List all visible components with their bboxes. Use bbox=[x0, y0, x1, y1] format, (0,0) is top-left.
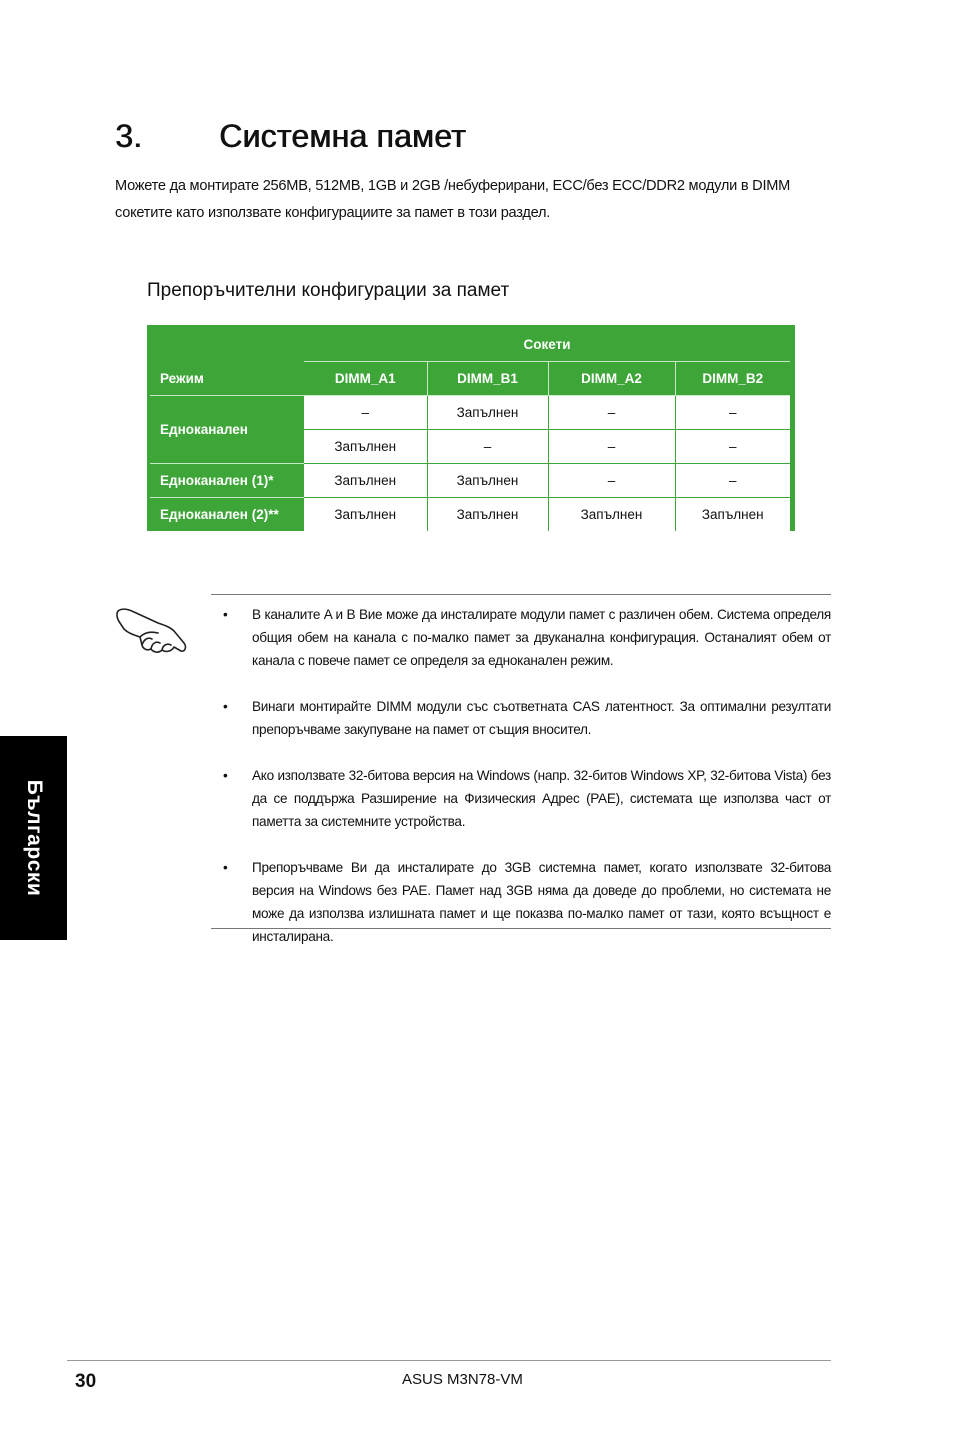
mode-header: Режим bbox=[150, 362, 304, 396]
table-cell: Запълнен bbox=[675, 498, 790, 532]
table-cell: – bbox=[675, 464, 790, 498]
table-cell: – bbox=[304, 396, 427, 430]
table-cell: Запълнен bbox=[427, 396, 548, 430]
table-row bbox=[150, 396, 790, 430]
notes-list bbox=[211, 603, 831, 971]
table-corner-cell bbox=[150, 328, 304, 362]
table-cell: Запълнен bbox=[304, 498, 427, 532]
column-header-dimm-b1: DIMM_B1 bbox=[427, 362, 548, 396]
table-cell: Запълнен bbox=[304, 464, 427, 498]
bullet: • bbox=[223, 768, 228, 783]
note-text: Винаги монтирайте DIMM модули със съответната CAS латентност. За оптимални резултати препоръчваме закупуване на памет от същия вносител. bbox=[252, 699, 831, 737]
bullet: • bbox=[223, 699, 228, 714]
language-label: Български bbox=[22, 779, 46, 897]
table-cell: – bbox=[548, 430, 675, 464]
table-row bbox=[150, 464, 790, 498]
product-name: ASUS M3N78-VM bbox=[402, 1371, 523, 1388]
table-cell: Запълнен bbox=[427, 498, 548, 532]
column-header-dimm-b2: DIMM_B2 bbox=[675, 362, 790, 396]
note-bottom-rule bbox=[211, 928, 831, 929]
note-text: Препоръчваме Ви да инсталирате до 3GB системна памет, когато използвате 32-битова версия на Windows без PAE. Памет над 3GB няма да доведе до проблеми, но системата не може да използва излишната памет и ще показва по-малко памет от тази, която всъщност е инсталирана. bbox=[252, 860, 831, 944]
table-caption: Препоръчителни конфигурации за памет bbox=[147, 280, 510, 301]
memory-config-table bbox=[147, 325, 795, 531]
table-cell: – bbox=[675, 430, 790, 464]
row-mode-single-channel-2: Едноканален (2)** bbox=[160, 507, 279, 522]
list-item bbox=[211, 695, 831, 741]
table-cell: – bbox=[548, 464, 675, 498]
note-text: В каналите A и B Вие може да инсталирате модули памет с различен обем. Система определя общия обем на канала с по-малко памет за двуканална конфигурация. Останалият обем от канала с повече памет се определя за едноканален режим. bbox=[252, 607, 831, 668]
list-item bbox=[211, 603, 831, 672]
footer-rule bbox=[67, 1360, 831, 1361]
table-cell: Запълнен bbox=[427, 464, 548, 498]
bullet: • bbox=[223, 607, 228, 622]
note-top-rule bbox=[211, 594, 831, 595]
language-side-tab bbox=[0, 736, 67, 940]
table-cell: – bbox=[548, 396, 675, 430]
column-header-dimm-a1: DIMM_A1 bbox=[304, 362, 427, 396]
column-header-dimm-a2: DIMM_A2 bbox=[548, 362, 675, 396]
table-cell: Запълнен bbox=[548, 498, 675, 532]
section-heading: Системна памет bbox=[219, 118, 466, 154]
pointing-hand-icon bbox=[114, 603, 190, 659]
section-number: 3. bbox=[115, 118, 143, 154]
bullet: • bbox=[223, 860, 228, 875]
section-title bbox=[115, 118, 466, 155]
sockets-header: Сокети bbox=[304, 328, 790, 362]
note-text: Ако използвате 32-битова версия на Windows (напр. 32-битов Windows XP, 32-битова Vista) без да се поддържа Разширение на Физическия Адрес (PAE), системата ще използва част от паметта за системните устройства. bbox=[252, 768, 831, 829]
page-number: 30 bbox=[75, 1371, 97, 1392]
list-item bbox=[211, 856, 831, 948]
list-item bbox=[211, 764, 831, 833]
table-cell: – bbox=[427, 430, 548, 464]
row-mode-single-channel: Едноканален bbox=[150, 396, 304, 464]
table-cell: Запълнен bbox=[304, 430, 427, 464]
intro-paragraph: Можете да монтирате 256MB, 512MB, 1GB и 2GB /небуферирани, ECC/без ECC/DDR2 модули в DIMM сокетите като използвате конфигурациите за памет в този раздел. bbox=[115, 178, 791, 221]
table-cell: – bbox=[675, 396, 790, 430]
table-row bbox=[150, 498, 790, 532]
row-mode-single-channel-1: Едноканален (1)* bbox=[150, 464, 304, 498]
